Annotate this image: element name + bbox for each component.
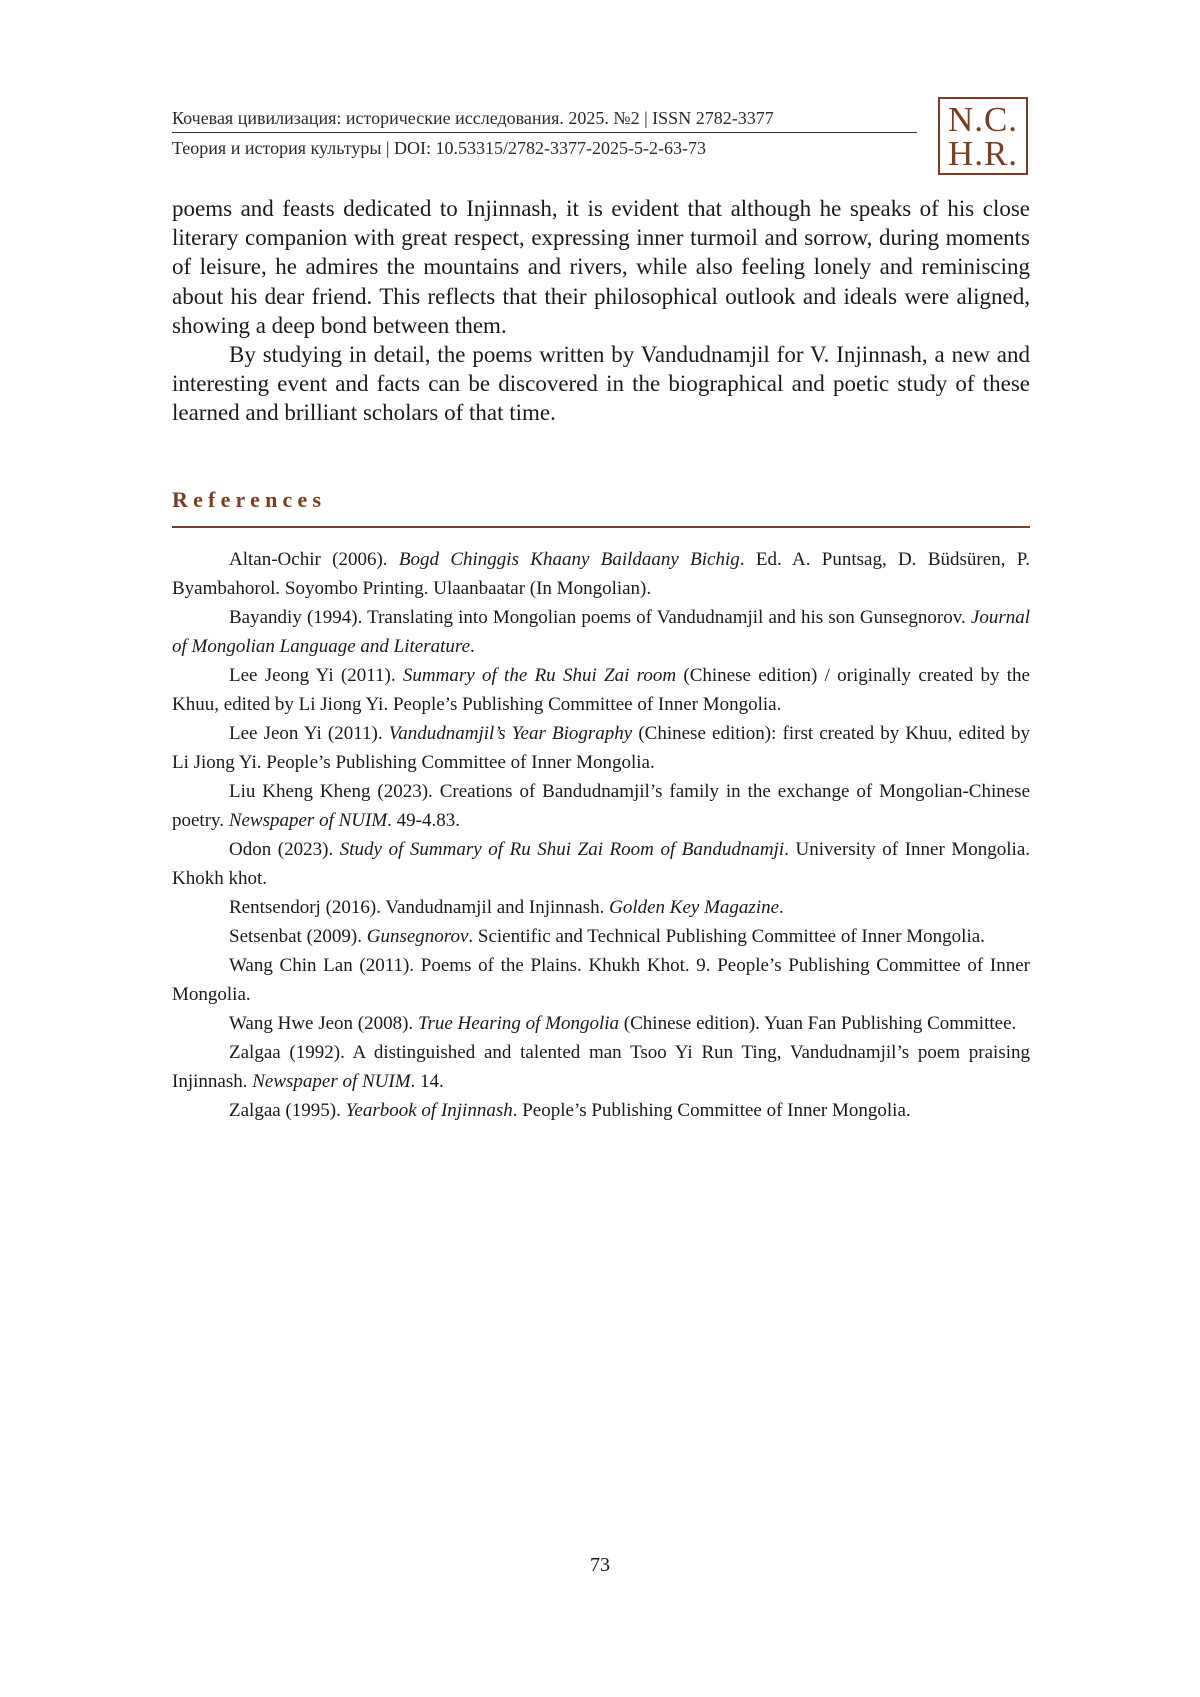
header-divider bbox=[172, 132, 917, 133]
page-number: 73 bbox=[590, 1554, 610, 1576]
journal-logo bbox=[938, 97, 1028, 175]
journal-title-line: Кочевая цивилизация: исторические исследования. 2025. №2 | ISSN 2782-3377 bbox=[172, 108, 774, 128]
reference-list bbox=[172, 545, 1030, 1125]
reference-item: Liu Kheng Kheng (2023). Creations of Bandudnamjil’s family in the exchange of Mongolian-Chinese poetry. Newspaper of NUIM. 49-4.83. bbox=[172, 781, 1030, 831]
reference-item: Odon (2023). Study of Summary of Ru Shui Zai Room of Bandudnamji. University of Inner Mongolia. Khokh khot. bbox=[172, 839, 1031, 889]
article-body bbox=[172, 194, 1030, 428]
section-doi-line: Теория и история культуры | DOI: 10.53315/2782-3377-2025-5-2-63-73 bbox=[172, 138, 706, 158]
reference-item: Zalgaa (1992). A distinguished and talented man Tsoo Yi Run Ting, Vandudnamjil’s poem praising Injinnash. Newspaper of NUIM. 14. bbox=[172, 1042, 1030, 1092]
body-paragraph-1: poems and feasts dedicated to Injinnash, it is evident that although he speaks of his close literary companion with great respect, expressing inner turmoil and sorrow, during moments of leisure, he admires the mountains and rivers, while also feeling lonely and reminiscing about his dear friend. This reflects that their philosophical outlook and ideals were aligned, showing a deep bond between them. bbox=[172, 196, 1030, 338]
reference-item: Zalgaa (1995). Yearbook of Injinnash. People’s Publishing Committee of Inner Mongolia. bbox=[229, 1100, 911, 1121]
reference-item: Wang Hwe Jeon (2008). True Hearing of Mongolia (Chinese edition). Yuan Fan Publishing Committee. bbox=[229, 1013, 1017, 1034]
reference-item: Wang Chin Lan (2011). Poems of the Plains. Khukh Khot. 9. People’s Publishing Committee of Inner Mongolia. bbox=[172, 955, 1030, 1005]
logo-bottom-text: H.R. bbox=[947, 134, 1019, 173]
body-paragraph-2: By studying in detail, the poems written by Vandudnamjil for V. Injinnash, a new and interesting event and facts can be discovered in the biographical and poetic study of these learned and brilliant scholars of that time. bbox=[172, 342, 1030, 426]
references-heading: References bbox=[172, 487, 327, 512]
running-header bbox=[172, 106, 917, 160]
reference-item: Bayandiy (1994). Translating into Mongolian poems of Vandudnamjil and his son Gunsegnorov. Journal of Mongolian Language and Literature. bbox=[172, 607, 1030, 657]
reference-item: Lee Jeon Yi (2011). Vandudnamjil’s Year Biography (Chinese edition): first created by Khuu, edited by Li Jiong Yi. People’s Publishing Committee of Inner Mongolia. bbox=[172, 723, 1030, 773]
reference-item: Rentsendorj (2016). Vandudnamjil and Injinnash. Golden Key Magazine. bbox=[229, 897, 784, 918]
references-divider bbox=[172, 526, 1030, 528]
reference-item: Altan-Ochir (2006). Bogd Chinggis Khaany Baildaany Bichig. Ed. A. Puntsag, D. Büdsüren, P. Byambahorol. Soyombo Printing. Ulaanbaatar (In Mongolian). bbox=[172, 549, 1030, 599]
reference-item: Setsenbat (2009). Gunsegnorov. Scientific and Technical Publishing Committee of Inner Mongolia. bbox=[229, 926, 985, 947]
reference-item: Lee Jeong Yi (2011). Summary of the Ru Shui Zai room (Chinese edition) / originally created by the Khuu, edited by Li Jiong Yi. People’s Publishing Committee of Inner Mongolia. bbox=[172, 665, 1030, 715]
logo-top-text: N.C. bbox=[947, 100, 1019, 139]
